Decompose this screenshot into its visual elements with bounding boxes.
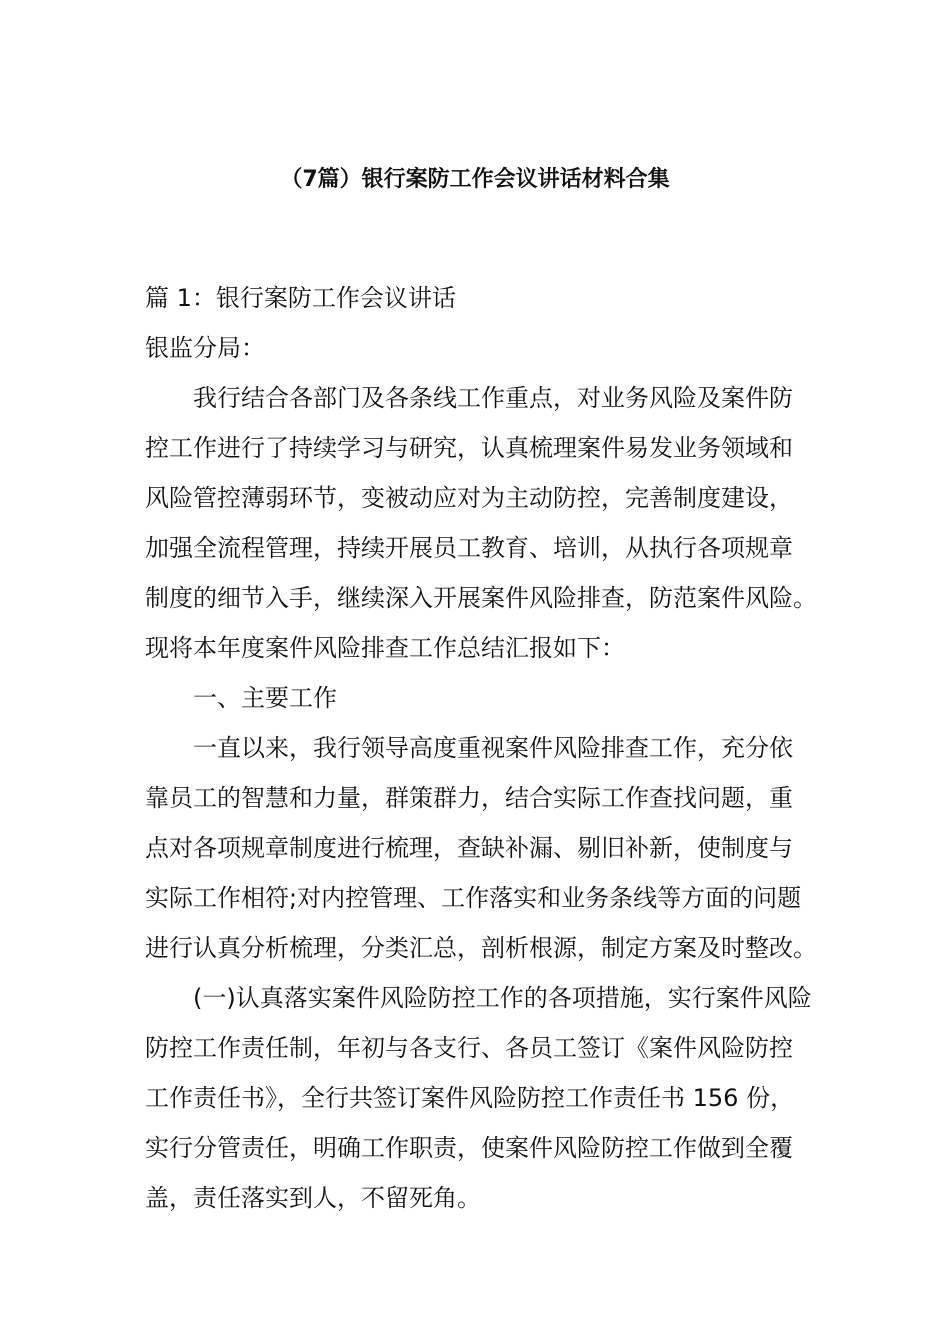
text-line: 盖，责任落实到人，不留死角。 (145, 1184, 481, 1212)
text-line: 一直以来，我行领导高度重视案件风险排查工作，充分依 (193, 734, 793, 762)
text-line: 制度的细节入手，继续深入开展案件风险排查，防范案件风险。 (145, 584, 817, 612)
text-line: (一)认真落实案件风险防控工作的各项措施，实行案件风险 (193, 984, 812, 1012)
text-line: 银监分局： (145, 334, 265, 362)
text-line: 一、主要工作 (193, 684, 337, 712)
document-body (145, 273, 825, 1223)
text-line: 实行分管责任，明确工作职责，使案件风险防控工作做到全覆 (145, 1134, 793, 1162)
text-line: 控工作进行了持续学习与研究，认真梳理案件易发业务领域和 (145, 434, 793, 462)
text-line: 靠员工的智慧和力量，群策群力，结合实际工作查找问题，重 (145, 784, 793, 812)
text-line: 进行认真分析梳理，分类汇总，剖析根源，制定方案及时整改。 (145, 934, 817, 962)
text-line: 风险管控薄弱环节，变被动应对为主动防控，完善制度建设， (145, 484, 793, 512)
text-line: 我行结合各部门及各条线工作重点，对业务风险及案件防 (193, 384, 793, 412)
text-line: 加强全流程管理，持续开展员工教育、培训，从执行各项规章 (145, 534, 793, 562)
text-line: 点对各项规章制度进行梳理，查缺补漏、剔旧补新，使制度与 (145, 834, 793, 862)
text-line: 防控工作责任制，年初与各支行、各员工签订《案件风险防控 (145, 1034, 793, 1062)
text-line: 实际工作相符;对内控管理、工作落实和业务条线等方面的问题 (145, 884, 802, 912)
text-line: 篇 1：银行案防工作会议讲话 (145, 284, 456, 312)
text-line: 现将本年度案件风险排查工作总结汇报如下： (145, 634, 625, 662)
document-title: （7篇）银行案防工作会议讲话材料合集 (280, 167, 670, 192)
text-line: 工作责任书》，全行共签订案件风险防控工作责任书 156 份， (145, 1084, 795, 1112)
